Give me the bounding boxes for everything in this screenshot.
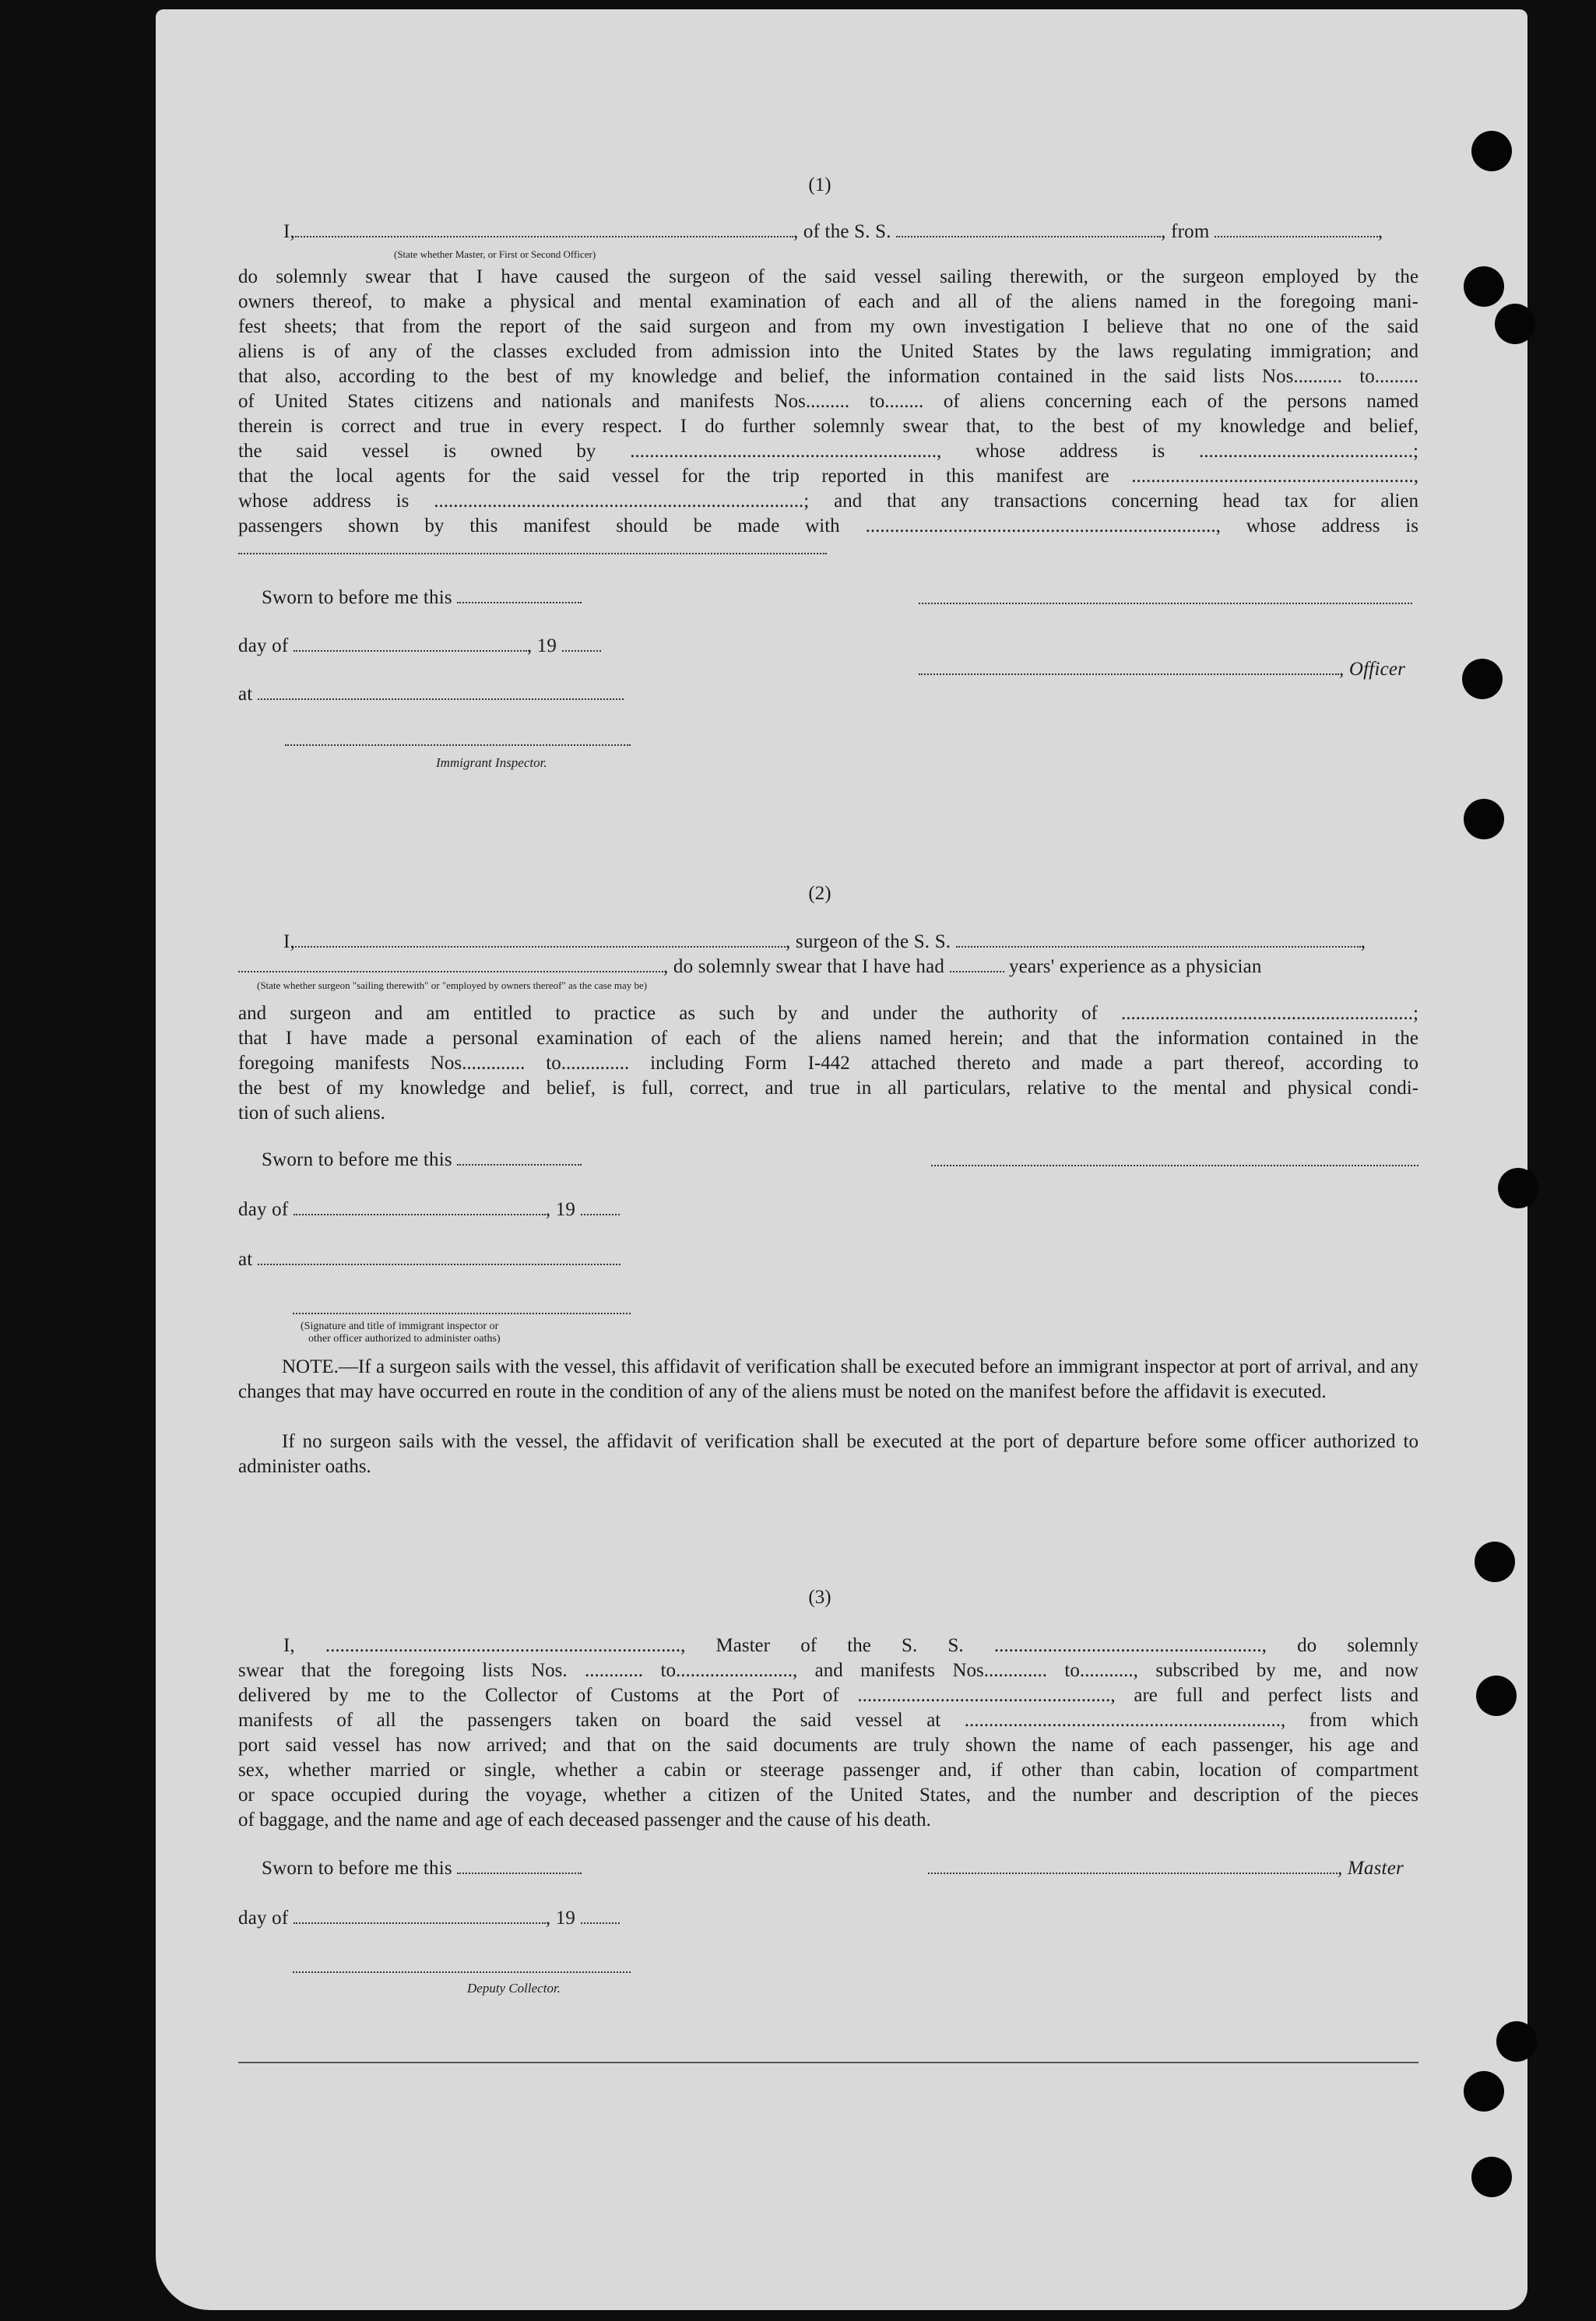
punch-hole <box>1495 304 1535 344</box>
punch-hole <box>1464 2071 1504 2112</box>
section-2-line-1: I, , surgeon of the S. S. , <box>283 931 1366 952</box>
surgeon-caption: (State whether surgeon "sailing therewith" or "employed by owners thereof" as the case may be) <box>257 979 648 991</box>
punch-hole <box>1464 266 1504 307</box>
inspector-signature-line <box>285 744 631 746</box>
punch-hole <box>1475 1542 1515 1582</box>
section-1-sworn: Sworn to before me this <box>262 587 582 609</box>
collector-caption: Deputy Collector. <box>467 1981 561 1996</box>
punch-hole <box>1471 2157 1512 2197</box>
bottom-rule <box>238 2062 1418 2063</box>
officer-line: , Officer <box>919 659 1405 680</box>
master-caption: (State whether Master, or First or Second Officer) <box>394 248 596 260</box>
section-3-sworn: Sworn to before me this <box>262 1858 582 1880</box>
section-1-body: do solemnly swear that I have caused the surgeon of the said vessel sailing therewith, or the surgeon employed by the owners thereof, to make a physical and mental examination of each and all of the aliens named in the foregoing mani- fest sheets; that from the report of the said surgeon and from my own investigation I believe that no one of the said aliens is of any of the classes excluded from admission into the United States by the laws regulating immigration; and that also, according to the best of my knowledge and belief, the information contained in the said lists Nos.......... to......... of United States citizens and nationals and manifests Nos......... to........ of aliens concerning each of the persons named therein is correct and true in every respect. I do further solemnly swear that, to the best of my knowledge and belief, the said vessel is owned by ..............................................................., whose address is ............................................; that the local agents for the said vessel for the trip reported in this manifest are .........................................................., whose address is ............................................................................; and that any transactions concerning head tax for alien passengers shown by this manifest should be made with ........................................................................, whose address is <box>238 266 1418 536</box>
signature-caption-2: other officer authorized to administer oaths) <box>308 1333 501 1345</box>
punch-hole <box>1476 1676 1517 1716</box>
section-2-line-2: , do solemnly swear that I have had years' experience as a physician <box>238 956 1262 978</box>
section-1-day-of: day of , 19 <box>238 635 601 657</box>
punch-hole <box>1496 2021 1537 2062</box>
section-3-body: I, ........................................................................., Master of the S. S. ......................................................., do solemnly swear that the foregoing lists Nos. ............ to........................, and manifests Nos............. to..........., subscribed by me, and now delivered by me to the Collector of Customs at the Port of ...................................................., are full and perfect lists and manifests of all the passengers taken on board the said vessel at ................................................................., from which port said vessel has now arrived; and that on the said documents are truly shown the name of each passenger, his age and sex, whether married or single, whether a cabin or steerage passenger and, if other than cabin, location of compartment or space occupied during the voyage, whether a citizen of the United States, and the number and description of the pieces of baggage, and the name and age of each deceased passenger and the cause of his death. <box>238 1635 1418 1830</box>
officer-signature-line-1 <box>919 603 1412 604</box>
inspector-caption: Immigrant Inspector. <box>436 755 547 770</box>
master-line: , Master <box>928 1858 1404 1880</box>
punch-hole <box>1498 1168 1538 1208</box>
inspector-signature-line-2 <box>293 1313 631 1314</box>
section-3-day-of: day of , 19 <box>238 1908 620 1929</box>
collector-signature-line <box>293 1971 631 1973</box>
section-1-number: (1) <box>808 174 831 195</box>
section-2-number: (2) <box>808 883 831 904</box>
punch-hole <box>1471 131 1512 171</box>
surgeon-signature-line <box>931 1165 1418 1166</box>
signature-caption-1: (Signature and title of immigrant inspector or <box>301 1321 499 1332</box>
address-continuation-line <box>238 553 827 554</box>
section-1-at: at <box>238 684 624 705</box>
section-2-at: at <box>238 1249 620 1271</box>
section-2-body: and surgeon and am entitled to practice as such by and under the authority of ............................................................; that I have made a personal examination of each of the aliens named herein; and that the information contained in the foregoing manifests Nos............. to.............. including Form I-442 attached thereto and made a part thereof, according to the best of my knowledge and belief, is full, correct, and true in all particulars, relative to the mental and physical condi- tion of such aliens. <box>238 1003 1418 1124</box>
punch-hole <box>1464 799 1504 839</box>
note-paragraph-2: If no surgeon sails with the vessel, the affidavit of verification shall be executed at the port of departure before some officer authorized to administer oaths. <box>238 1431 1418 1477</box>
section-2-sworn: Sworn to before me this <box>262 1149 582 1171</box>
note-paragraph: NOTE.—If a surgeon sails with the vessel, this affidavit of verification shall be executed before an immigrant inspector at port of arrival, and any changes that may have occurred en route in the condition of any of the aliens must be noted on the manifest before the affidavit is executed. <box>238 1356 1418 1402</box>
section-1-opening-line: I, , of the S. S. , from , <box>283 221 1383 242</box>
section-3-number: (3) <box>808 1587 831 1608</box>
punch-hole <box>1462 659 1503 699</box>
section-2-day-of: day of , 19 <box>238 1199 620 1221</box>
